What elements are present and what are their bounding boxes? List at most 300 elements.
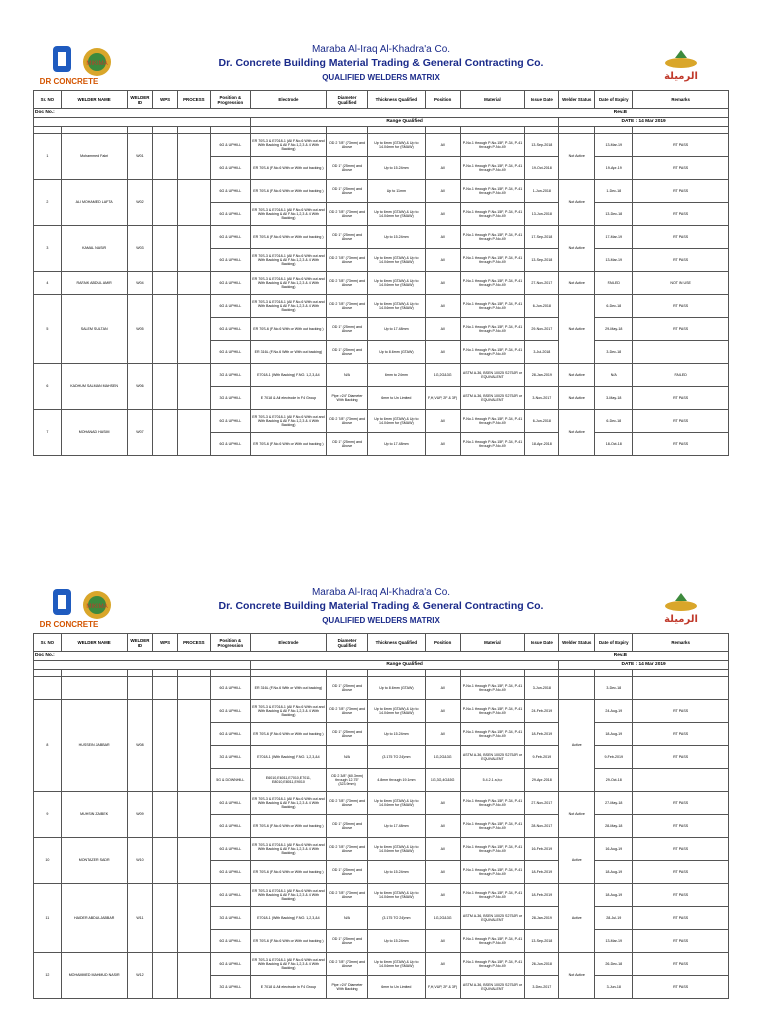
table-cell: Up to 15.24mm — [368, 157, 426, 180]
table-cell: Mohammed Fakri — [61, 134, 127, 180]
table-cell: E6010,E6011,E7010,E7011, E8010,E8011,E9010 — [250, 769, 326, 792]
table-cell: RT PASS — [633, 976, 729, 999]
col-diameter: Diameter Qualified — [326, 634, 367, 652]
table-cell: 5G & DOWNHILL — [210, 769, 250, 792]
table-cell: 16-Aug-19 — [595, 838, 633, 861]
table-cell: Up to 8.6mm (GTAW) — [368, 341, 426, 364]
table-cell: ASTM A-36, BSEN 10025 S275JR or EQUIVALENT — [460, 746, 525, 769]
table-cell: P-No.1 through P-No.15F, P-34, P-41 through P-No.49 — [460, 295, 525, 318]
table-cell: 18-Feb-2019 — [525, 861, 559, 884]
svg-text:DR CONCRETE: DR CONCRETE — [39, 620, 99, 629]
table-cell: 27-May-18 — [595, 792, 633, 815]
table-cell: Up to 15.24mm — [368, 723, 426, 746]
table-cell: 29-May-18 — [595, 318, 633, 341]
table-cell: 3-Dec-18 — [595, 341, 633, 364]
table-cell: 1-Jun-2018 — [525, 180, 559, 203]
table-cell: ER 70S-6 (F.No.6 With or With out backing ) — [250, 318, 326, 341]
table-cell: (3.175 TO 24)mm — [368, 746, 426, 769]
table-cell: 17-Mar-19 — [595, 226, 633, 249]
table-cell: 13-Mar-19 — [595, 930, 633, 953]
col-remarks: Remarks — [633, 634, 729, 652]
table-cell: 3-Jul-2018 — [525, 341, 559, 364]
table-cell: 1G,2G&3G — [425, 364, 460, 387]
table-cell: P-No.1 through P-No.15F, P-34, P-41 through P-No.49 — [460, 134, 525, 157]
table-cell: 6G & UPHILL — [210, 134, 250, 157]
table-cell: 6-Jun-2018 — [525, 295, 559, 318]
col-date-expiry: Date of Expiry — [595, 634, 633, 652]
table-cell: 6G & UPHILL — [210, 838, 250, 861]
welders-matrix-table — [33, 90, 729, 456]
table-cell: P-No.1 through P-No.15F, P-34, P-41 through P-No.49 — [460, 930, 525, 953]
table-cell: OD 2 7/8" (73mm) and Above — [326, 295, 367, 318]
table-cell: E7018-1 (With Backing) F.NO. 1,2,3,&4 — [250, 364, 326, 387]
status-badge: Not Active — [559, 180, 595, 226]
table-cell: 6G & UPHILL — [210, 723, 250, 746]
table-cell: 24-Aug-19 — [595, 700, 633, 723]
col-thickness: Thickness Qualified — [368, 91, 426, 109]
table-cell: Up to 6mm (GTAW) & Up to 14.04mm for (SMAW) — [368, 884, 426, 907]
table-cell: 13-Sep-2018 — [525, 134, 559, 157]
table-cell: W08 — [127, 700, 153, 792]
table-cell: W05 — [127, 295, 153, 364]
table-cell: ER 70S-3 & E7018-1 (All F.No.6 With out and With Backing & All F.No.1,2,3 & 4 With Backing) — [250, 295, 326, 318]
table-cell: P-No.1 through P-No.15F, P-34, P-41 through P-No.49 — [460, 700, 525, 723]
status-badge: Not Active — [559, 226, 595, 272]
table-cell: P-No.1 through P-No.15F, P-34, P-41 through P-No.49 — [460, 677, 525, 700]
table-cell: P-No.1 through P-No.15F, P-34, P-41 through P-No.49 — [460, 180, 525, 203]
table-cell: ER 70S-3 & E7018-1 (All F.No.6 With out and With Backing & All F.No.1,2,3 & 4 With Backing) — [250, 410, 326, 433]
table-cell: 6G & UPHILL — [210, 861, 250, 884]
welders-matrix-table — [33, 633, 729, 999]
table-cell: 6mm to Un Limited — [368, 976, 426, 999]
table-cell: FAILED — [595, 272, 633, 295]
company-line-1: Maraba Al-Iraq Al-Khadra'a Co. — [311, 44, 451, 55]
table-cell: ER 70S-6 (F.No.6 With or With out backing ) — [250, 723, 326, 746]
status-badge: Active — [559, 700, 595, 792]
table-cell: OD 2 7/8" (73mm) and Above — [326, 134, 367, 157]
table-cell: HAIDER ABDULJABBAR — [61, 884, 127, 953]
table-cell: 3G & UPHILL — [210, 387, 250, 410]
table-cell: OD 1" (25mm) and Above — [326, 723, 367, 746]
table-cell: KAMAL NASIR — [61, 226, 127, 272]
table-cell: ER 70S-3 & E7018-1 (All F.No.6 With out and With Backing & All F.No.1,2,3 & 4 With Backing) — [250, 203, 326, 226]
table-cell: 11 — [34, 884, 62, 953]
table-cell: ASTM A-36, BSEN 10025 S275JR or EQUIVALENT — [460, 907, 525, 930]
table-cell: 6G & UPHILL — [210, 341, 250, 364]
table-cell: RT PASS — [633, 295, 729, 318]
col-material: Material — [460, 634, 525, 652]
table-cell: OD 2 7/8" (73mm) and Above — [326, 884, 367, 907]
table-cell: (3.175 TO 24)mm — [368, 907, 426, 930]
col-thickness: Thickness Qualified — [368, 634, 426, 652]
table-cell: ER 70S-3 & E7018-1 (All F.No.6 With out and With Backing & All F.No.1,2,3 & 4 With Backing) — [250, 884, 326, 907]
table-cell: P-No.1 through P-No.15F, P-34, P-41 through P-No.49 — [460, 318, 525, 341]
svg-text:MIKIMA: MIKIMA — [86, 61, 108, 67]
table-cell: 6G & UPHILL — [210, 272, 250, 295]
table-cell: 19-Oct-2018 — [525, 157, 559, 180]
table-cell: OD 2 7/8" (73mm) and Above — [326, 203, 367, 226]
table-cell: W10 — [127, 838, 153, 884]
table-cell: P-No.1 through P-No.15F, P-34, P-41 through P-No.49 — [460, 341, 525, 364]
table-cell: OD 1" (25mm) and Above — [326, 930, 367, 953]
col-wps: WPS — [153, 91, 178, 109]
table-cell: RT PASS — [633, 410, 729, 433]
table-cell: Pipe >24" Diameter With Backing — [326, 387, 367, 410]
table-cell: Up to 8.6mm (GTAW) — [368, 677, 426, 700]
table-cell: KADHUM SALMAN MAHSEN — [61, 364, 127, 410]
table-cell: ER 70S-6 (F.No.6 With or With out backing ) — [250, 930, 326, 953]
table-cell: 3 — [34, 226, 62, 272]
table-cell: RT PASS — [633, 884, 729, 907]
table-cell: HUSSEIN JABBAR — [61, 700, 127, 792]
table-cell: 13-Mar-19 — [595, 134, 633, 157]
table-cell: OD 1" (25mm) and Above — [326, 861, 367, 884]
table-cell: 3G & UPHILL — [210, 746, 250, 769]
table-cell: 17-Sep-2018 — [525, 226, 559, 249]
col-welder-name: WELDER NAME — [61, 634, 127, 652]
table-cell: 18-Aug-19 — [595, 723, 633, 746]
table-row — [34, 364, 729, 387]
col-issue-date: Issue Date — [525, 91, 559, 109]
col-position-progression: Position & Progression — [210, 91, 250, 109]
table-cell: F,H,VUP, 2F & 3F) — [425, 976, 460, 999]
table-cell: RT PASS — [633, 249, 729, 272]
table-cell: 19-Apr-19 — [595, 157, 633, 180]
company-line-2: Dr. Concrete Building Material Trading & General Contracting Co. — [218, 57, 544, 69]
table-cell: W04 — [127, 272, 153, 295]
document-title: QUALIFIED WELDERS MATRIX — [322, 73, 440, 82]
table-cell: P-No.1 through P-No.15F, P-34, P-41 through P-No.49 — [460, 433, 525, 456]
table-row — [34, 838, 729, 861]
table-cell: All — [425, 884, 460, 907]
table-cell: 29-Nov-2017 — [525, 318, 559, 341]
table-cell: Up to 17.48mm — [368, 815, 426, 838]
table-cell: 28-May-18 — [595, 815, 633, 838]
table-cell: All — [425, 249, 460, 272]
table-cell: 6G & UPHILL — [210, 226, 250, 249]
table-cell: W03 — [127, 226, 153, 272]
table-cell: All — [425, 723, 460, 746]
col-wps: WPS — [153, 634, 178, 652]
col-welder-id: WELDER ID — [127, 634, 153, 652]
table-cell: W11 — [127, 884, 153, 953]
table-row — [34, 410, 729, 433]
table-cell: All — [425, 861, 460, 884]
table-cell: OD 2 7/8" (73mm) and Above — [326, 272, 367, 295]
page-2 — [33, 583, 729, 999]
table-cell: 1G,2G&3G — [425, 746, 460, 769]
table-cell: ER 70S-3 & E7018-1 (All F.No.6 With out and With Backing & All F.No.1,2,3 & 4 With Backing) — [250, 953, 326, 976]
col-welder-status: Welder Status — [559, 91, 595, 109]
table-cell: 13-Mar-19 — [595, 249, 633, 272]
svg-text:DR CONCRETE: DR CONCRETE — [39, 77, 99, 86]
table-cell: N/A — [326, 364, 367, 387]
table-cell: F,H,VUP, 2F & 3F) — [425, 387, 460, 410]
table-cell: MOHANAD HASIM — [61, 410, 127, 456]
table-cell: ER 70S-6 (F.No.6 With or With out backing ) — [250, 157, 326, 180]
table-cell: OD 2 7/8" (73mm) and Above — [326, 953, 367, 976]
table-cell: Up to 17.48mm — [368, 318, 426, 341]
table-cell: 18-Feb-2019 — [525, 723, 559, 746]
page-1 — [33, 40, 729, 456]
table-cell: 6G & UPHILL — [210, 157, 250, 180]
table-cell: ASTM A-36, BSEN 10025 S275JR or EQUIVALENT — [460, 364, 525, 387]
table-cell: All — [425, 433, 460, 456]
table-cell: 3-Dec-18 — [595, 677, 633, 700]
table-cell: N/A — [326, 907, 367, 930]
doc-no-row — [34, 109, 729, 118]
table-cell: RT PASS — [633, 723, 729, 746]
table-cell: Pipe >24" Diameter With Backing — [326, 976, 367, 999]
table-cell: NOT IN USE — [633, 272, 729, 295]
col-electrode: Electrode — [250, 634, 326, 652]
table-cell: Not Active — [559, 387, 595, 410]
table-cell: 9-Feb-2019 — [525, 746, 559, 769]
table-cell: P-No.1 through P-No.15F, P-34, P-41 through P-No.49 — [460, 226, 525, 249]
table-cell: 28-Jul-19 — [595, 907, 633, 930]
table-cell: 6G & UPHILL — [210, 930, 250, 953]
rumaila-logo — [651, 46, 711, 86]
table-cell: RT PASS — [633, 318, 729, 341]
table-cell: Up to 6mm (GTAW) & Up to 14.04mm for (SMAW) — [368, 410, 426, 433]
table-cell: 4 — [34, 272, 62, 295]
table-row — [34, 272, 729, 295]
table-cell: All — [425, 180, 460, 203]
table-cell: All — [425, 295, 460, 318]
table-cell: 26-Jun-2018 — [525, 953, 559, 976]
table-cell: ER 70S-6 (F.No.6 With or With out backing ) — [250, 226, 326, 249]
company-line-2: Dr. Concrete Building Material Trading & General Contracting Co. — [218, 600, 544, 612]
table-cell: W01 — [127, 134, 153, 180]
table-cell: ER 70S-6 (F.No.6 With or With out backing ) — [250, 861, 326, 884]
table-cell: W02 — [127, 180, 153, 226]
table-cell: 7 — [34, 410, 62, 456]
table-cell: All — [425, 930, 460, 953]
document-header — [33, 40, 729, 90]
table-cell: 5 — [34, 295, 62, 364]
table-cell: All — [425, 815, 460, 838]
table-cell: 26-Dec-18 — [595, 953, 633, 976]
table-cell: OD 1" (25mm) and Above — [326, 341, 367, 364]
table-cell: RT PASS — [633, 180, 729, 203]
table-cell: OD 2 3/8" (60.3mm) through 12.75" (323.9mm) — [326, 769, 367, 792]
table-cell: RT PASS — [633, 134, 729, 157]
table-cell: ER 70S-3 & E7018-1 (All F.No.6 With out and With Backing & All F.No.1,2,3 & 4 With Backing) — [250, 792, 326, 815]
date-label: DATE : 14 Mar 2019 — [559, 118, 729, 127]
table-cell: OD 2 7/8" (73mm) and Above — [326, 792, 367, 815]
table-row — [34, 792, 729, 815]
table-cell: 28-Jan-2019 — [525, 907, 559, 930]
table-cell: Up to 17.48mm — [368, 433, 426, 456]
doc-no-label: Doc No.: — [35, 652, 55, 658]
table-cell: P-No.1 through P-No.15F, P-34, P-41 through P-No.49 — [460, 815, 525, 838]
table-cell: Up to 6mm (GTAW) & Up to 14.04mm for (SMAW) — [368, 134, 426, 157]
table-cell: 18-Aug-19 — [595, 861, 633, 884]
table-cell: Up to 6mm (GTAW) & Up to 14.04mm for (SMAW) — [368, 272, 426, 295]
col-sr-no: Sr. NO — [34, 634, 62, 652]
table-cell: 6G & UPHILL — [210, 815, 250, 838]
col-remarks: Remarks — [633, 91, 729, 109]
col-process: PROCESS — [177, 91, 210, 109]
table-cell: All — [425, 157, 460, 180]
col-sr-no: Sr. NO — [34, 91, 62, 109]
col-position-progression: Position & Progression — [210, 634, 250, 652]
table-cell: E7018-1 (With Backing) F.NO. 1,2,3,&4 — [250, 907, 326, 930]
table-row — [34, 953, 729, 976]
table-row — [34, 295, 729, 318]
table-cell: All — [425, 410, 460, 433]
range-qualified-header: Range Qualified — [250, 118, 558, 127]
col-issue-date: Issue Date — [525, 634, 559, 652]
table-cell: P-No.1 through P-No.15F, P-34, P-41 through P-No.49 — [460, 249, 525, 272]
table-cell: 18-Feb-2019 — [525, 884, 559, 907]
table-cell: RT PASS — [633, 953, 729, 976]
table-cell: 3G & UPHILL — [210, 976, 250, 999]
table-cell: P-No.1 through P-No.15F, P-34, P-41 through P-No.49 — [460, 723, 525, 746]
table-cell: 1 — [34, 134, 62, 180]
table-cell: 6G & UPHILL — [210, 792, 250, 815]
table-cell: MUHSIN ZAIBEK — [61, 792, 127, 838]
table-cell: SALEM SULTAN — [61, 295, 127, 364]
col-diameter: Diameter Qualified — [326, 91, 367, 109]
table-cell: 1-Dec-18 — [595, 180, 633, 203]
table-cell: 6G & UPHILL — [210, 433, 250, 456]
table-cell: ER 70S-6 (F.No.6 With or With out backing ) — [250, 180, 326, 203]
table-cell: 3G & UPHILL — [210, 364, 250, 387]
table-cell: OD 1" (25mm) and Above — [326, 318, 367, 341]
table-cell: P-No.1 through P-No.15F, P-34, P-41 through P-No.49 — [460, 861, 525, 884]
table-cell: MONTAZER SADR — [61, 838, 127, 884]
table-cell: All — [425, 226, 460, 249]
col-position: Position — [425, 91, 460, 109]
table-cell: Up to 11mm — [368, 180, 426, 203]
table-cell: All — [425, 953, 460, 976]
table-cell: ER 70S-3 & E7018-1 (All F.No.6 With out and With Backing & All F.No.1,2,3 & 4 With Backing) — [250, 838, 326, 861]
table-cell: 6G & UPHILL — [210, 700, 250, 723]
table-cell: ER 70S-6 (F.No.6 With or With out backing ) — [250, 433, 326, 456]
table-cell: E 7018 & All electrode in F4 Group — [250, 387, 326, 410]
table-cell: All — [425, 792, 460, 815]
table-cell: 13-Sep-2018 — [525, 249, 559, 272]
table-cell: 6-Jun-2018 — [525, 410, 559, 433]
table-cell: Up to 15.24mm — [368, 930, 426, 953]
table-cell: ER 70S-3 & E7018-1 (All F.No.6 With out and With Backing & All F.No.1,2,3 & 4 With Backing) — [250, 249, 326, 272]
table-cell: 1G,3G,4G&5G — [425, 769, 460, 792]
table-cell: MOHAMMED MAHMUD NASIR — [61, 953, 127, 999]
rev-label: Rev.B — [613, 652, 627, 658]
table-cell: 6G & UPHILL — [210, 249, 250, 272]
col-electrode: Electrode — [250, 91, 326, 109]
table-cell: RT PASS — [633, 930, 729, 953]
table-cell: P-No.1 through P-No.15F, P-34, P-41 through P-No.49 — [460, 884, 525, 907]
col-welder-id: WELDER ID — [127, 91, 153, 109]
table-cell: 9 — [34, 792, 62, 838]
table-row — [34, 884, 729, 907]
table-cell: RT PASS — [633, 700, 729, 723]
table-cell: RT PASS — [633, 746, 729, 769]
table-cell: 3-Nov-2017 — [525, 387, 559, 410]
table-cell: P-No.1 through P-No.15F, P-34, P-41 through P-No.49 — [460, 410, 525, 433]
table-cell: Up to 6mm (GTAW) & Up to 14.04mm for (SMAW) — [368, 838, 426, 861]
table-row — [34, 180, 729, 203]
table-cell: OD 1" (25mm) and Above — [326, 433, 367, 456]
table-cell: 13-Jun-2018 — [525, 203, 559, 226]
table-cell: 6G & UPHILL — [210, 884, 250, 907]
table-cell: 6G & UPHILL — [210, 953, 250, 976]
col-position: Position — [425, 634, 460, 652]
table-cell: RAFAIK ABDUL AMIR — [61, 272, 127, 295]
table-cell: 3-Jun-18 — [595, 976, 633, 999]
table-cell: OD 1" (25mm) and Above — [326, 180, 367, 203]
table-cell: All — [425, 272, 460, 295]
table-cell: 6G & UPHILL — [210, 203, 250, 226]
table-cell: OD 1" (25mm) and Above — [326, 815, 367, 838]
table-cell: All — [425, 134, 460, 157]
table-cell: Up to 6mm (GTAW) & Up to 14.04mm for (SMAW) — [368, 203, 426, 226]
table-cell: 1G,2G&3G — [425, 907, 460, 930]
table-cell: All — [425, 341, 460, 364]
table-cell: OD 2 7/8" (73mm) and Above — [326, 838, 367, 861]
table-cell: P-No.1 through P-No.15F, P-34, P-41 through P-No.49 — [460, 953, 525, 976]
status-badge: Active — [559, 838, 595, 884]
table-cell: ALI MOHAMED LAFTA — [61, 180, 127, 226]
table-cell: P-No.1 through P-No.15F, P-34, P-41 through P-No.49 — [460, 157, 525, 180]
rumaila-logo — [651, 589, 711, 629]
table-cell: All — [425, 838, 460, 861]
table-cell: RT PASS — [633, 387, 729, 410]
table-cell: All — [425, 677, 460, 700]
table-row — [34, 134, 729, 157]
table-cell: 29-Oct-18 — [595, 769, 633, 792]
table-cell: 8 — [34, 700, 62, 792]
table-cell: Up to 15.24mm — [368, 226, 426, 249]
table-cell: E7018-1 (With Backing) F.NO. 1,2,3,&4 — [250, 746, 326, 769]
table-cell: 6G & UPHILL — [210, 295, 250, 318]
table-cell: ER 70S-3 & E7018-1 (All F.No.6 With out and With Backing & All F.No.1,2,3 & 4 With Backing) — [250, 134, 326, 157]
table-cell: RT PASS — [633, 157, 729, 180]
table-cell: 12 — [34, 953, 62, 999]
table-cell: 9-Feb-2019 — [595, 746, 633, 769]
table-cell: 24-Feb-2019 — [525, 700, 559, 723]
table-cell: OD 1" (25mm) and Above — [326, 226, 367, 249]
table-cell: Up to 6mm (GTAW) & Up to 14.04mm for (SMAW) — [368, 792, 426, 815]
table-cell: OD 2 7/8" (73mm) and Above — [326, 410, 367, 433]
table-cell: 28-Nov-2017 — [525, 815, 559, 838]
table-cell: OD 2 7/8" (73mm) and Above — [326, 249, 367, 272]
table-cell: 2 — [34, 180, 62, 226]
table-cell: 5.4.2.1 a,b,c — [460, 769, 525, 792]
status-badge: Not Active — [559, 953, 595, 999]
table-cell: ASTM A-36, BSEN 10025 S275JR or EQUIVALENT — [460, 387, 525, 410]
table-cell: 18-Oct-18 — [595, 433, 633, 456]
table-cell: 6mm to Un Limited — [368, 387, 426, 410]
doc-no-label: Doc No.: — [35, 109, 55, 115]
table-cell: RT PASS — [633, 838, 729, 861]
table-cell: 28-Jan-2019 — [525, 364, 559, 387]
table-cell: 27-Nov-2017 — [525, 272, 559, 295]
company-line-1: Maraba Al-Iraq Al-Khadra'a Co. — [311, 587, 451, 598]
table-cell: All — [425, 700, 460, 723]
table-cell: W09 — [127, 792, 153, 838]
table-cell: 6 — [34, 364, 62, 410]
table-cell: OD 1" (25mm) and Above — [326, 677, 367, 700]
table-cell: RT PASS — [633, 226, 729, 249]
table-cell: W06 — [127, 364, 153, 410]
table-cell: ER 316L (F.No.6 With or With out backing) — [250, 341, 326, 364]
table-cell: All — [425, 318, 460, 341]
table-cell: 6G & UPHILL — [210, 318, 250, 341]
table-row — [34, 677, 729, 700]
